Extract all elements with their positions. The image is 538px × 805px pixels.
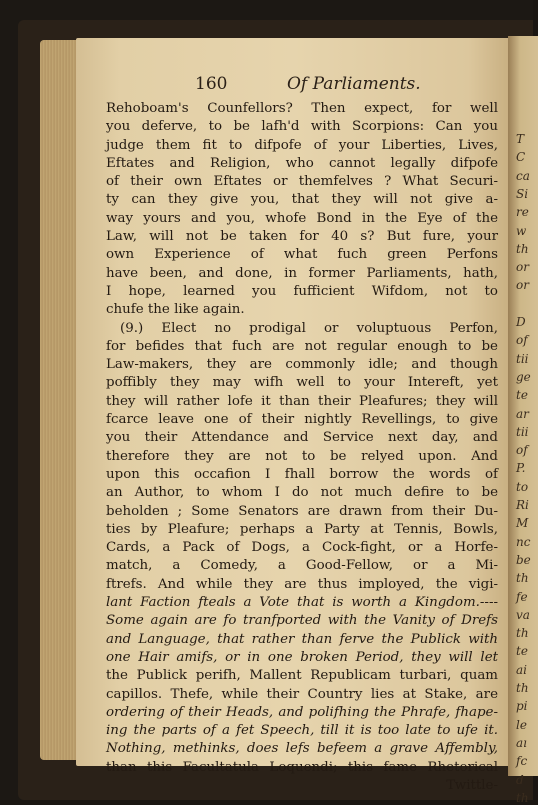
text-line: Some again are fo tranfported with the Vanity of Drefs [106, 613, 498, 629]
text-line: Cards, a Pack of Dogs, a Cock-fight, or a Horfe- [106, 540, 498, 556]
text-line: of their own Eftates or themfelves ? What Securi- [106, 174, 498, 190]
text-line: way yours and you, whofe Bond in the Eye of the [106, 210, 498, 226]
text-line: Eftates and Religion, who cannot legally difpofe [106, 155, 498, 171]
text-line: an Author, to whom I do not much defire to be [106, 485, 498, 501]
facing-page-fragment: or [516, 260, 529, 275]
text-line: you their Attendance and Service next day, and [106, 430, 498, 446]
facing-page-fragment: M [516, 516, 529, 531]
facing-page-fragment: to [516, 479, 529, 494]
facing-page-fragment: fc [516, 754, 528, 769]
page-edges [40, 40, 76, 760]
text-line: beholden ; Some Senators are drawn from their Du- [106, 503, 498, 519]
facing-page-fragment: nc [516, 534, 531, 549]
text-line: one Hair amifs, or in one broken Period, they will let [106, 649, 498, 665]
facing-page-fragment: d [516, 772, 524, 787]
facing-page-fragment: th [516, 681, 529, 695]
text-line: have been, and done, in former Parliaments, hath, [106, 265, 498, 281]
facing-page-fragment: C [516, 150, 526, 165]
text-line: poffibly they may wifh well to your Intereft, yet [106, 375, 498, 391]
page-number: 160 [195, 74, 228, 94]
page-header [195, 74, 495, 98]
facing-page-fragment: aı [516, 735, 527, 750]
facing-page-fragment: te [516, 644, 528, 659]
facing-page-fragment: va [516, 607, 530, 622]
running-title: Of Parliaments. [287, 74, 421, 94]
facing-page-fragment: th [516, 241, 529, 256]
facing-page-fragment: fe [516, 589, 528, 604]
facing-page-fragment: tii [516, 351, 529, 366]
text-line: for befides that fuch are not regular enough to be [106, 338, 498, 354]
text-line: ordering of their Heads, and polifhing the Phrafe, fhape- [106, 704, 498, 720]
text-line: judge them fit to difpofe of your Liberties, Lives, [106, 137, 498, 153]
text-line: ty can they give you, that they will not give a- [106, 192, 498, 208]
text-line: I hope, learned you fufficient Wifdom, not to [106, 283, 498, 299]
facing-page-fragment: tii [516, 424, 529, 439]
facing-page-fragment: P. [516, 461, 526, 476]
text-line: Law-makers, they are commonly idle; and though [106, 357, 498, 373]
facing-page-fragment: D [516, 315, 526, 329]
text-line: fcarce leave one of their nightly Revellings, to give [106, 412, 498, 428]
facing-page-fragment: le [516, 717, 527, 732]
text-line: upon this occafion I fhall borrow the words of [106, 466, 498, 482]
text-line: capillos. Thefe, while their Country lies at Stake, are [106, 686, 498, 702]
facing-page-fragment: th [516, 571, 529, 586]
facing-page-fragment: re [516, 205, 529, 220]
text-line: Law, will not be taken for 40 s? But fure, your [106, 229, 498, 245]
text-line: Twittle- [446, 777, 498, 793]
facing-page-fragment: Ri [516, 498, 529, 512]
text-line: they will rather lofe it than their Pleafures; they will [106, 393, 498, 409]
text-line: than this Facultatula Loquendi; this fame Rhetorical [106, 759, 498, 775]
text-line: Nothing, methinks, does lefs befeem a grave Affembly, [106, 741, 498, 757]
text-line: ftrefs. And while they are thus imployed, the vigi- [106, 576, 498, 592]
text-line: lant Faction fteals a Vote that is worth a Kingdom.---- [106, 595, 498, 611]
text-line: ties by Pleafure; perhaps a Party at Tennis, Bowls, [106, 521, 498, 537]
facing-page-fragment: of [516, 443, 528, 458]
facing-page-fragment: ge [516, 369, 531, 384]
text-line: (9.) Elect no prodigal or voluptuous Perfon, [120, 320, 498, 336]
text-line: and Language, that rather than ferve the Publick with [106, 631, 498, 647]
facing-page-fragment: of [516, 333, 528, 348]
facing-page-fragment: ai [516, 662, 527, 677]
text-line: own Experience of what fuch green Perfons [106, 247, 498, 263]
facing-page-fragment: be [516, 552, 531, 567]
text-line: match, a Comedy, a Good-Fellow, or a Mi- [106, 558, 498, 574]
facing-page-fragment: ca [516, 168, 530, 183]
facing-page-fragment: te [516, 388, 528, 403]
text-line: you deferve, to be lafh'd with Scorpions: Can you [106, 119, 498, 135]
facing-page-edge [508, 36, 538, 805]
page-body-text [106, 100, 498, 795]
text-line: ing the parts of a fet Speech, till it is too late to ufe it. [106, 723, 498, 739]
facing-page-fragment: Si [516, 186, 529, 201]
text-line: chufe the like again. [106, 302, 245, 318]
text-line: therefore they are not to be relyed upon. And [106, 448, 498, 464]
text-line: the Publick perifh, Mallent Republicam turbari, quam [106, 668, 498, 684]
facing-page-fragment: w [516, 223, 527, 238]
facing-page-fragment: th [516, 626, 529, 641]
facing-page-fragment: or [516, 278, 529, 293]
facing-page-fragment: ar [516, 406, 529, 421]
text-line: Rehoboam's Counfellors? Then expect, for well [106, 101, 498, 116]
facing-page-fragment: th [516, 790, 529, 805]
facing-page-fragment: T [516, 132, 525, 146]
facing-page-fragment: pi [516, 699, 528, 714]
